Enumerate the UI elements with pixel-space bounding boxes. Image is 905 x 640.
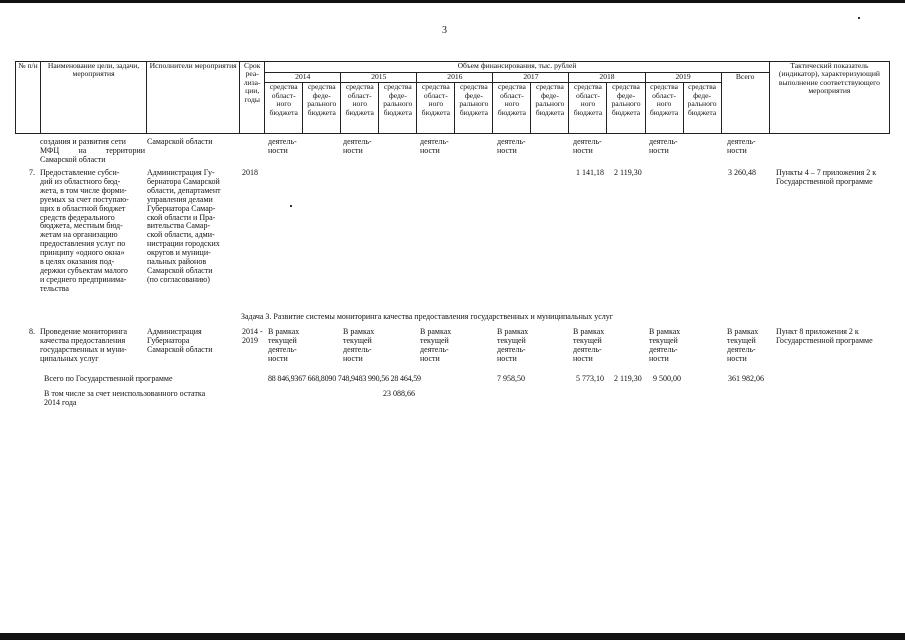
activity-note: деятель- ности: [573, 137, 602, 155]
year-header: 2015: [341, 73, 417, 83]
row7-name: Предоставление субси- дий из областного бюд- жета, в том числе форми- руемых за счет поступаю- щих в областной бюджет средств федерального бюджета, местным бюд- жетам на организацию предоставления услуг по принципу «одного окна» в целях оказания под- держки субъектам малого и среднего предпринима- тельства: [40, 168, 129, 293]
row7-regional-2018: 1 141,18: [576, 168, 604, 177]
row8-executors: Администрация Губернатора Самарской области: [147, 327, 213, 354]
row7-total: 3 260,48: [728, 168, 756, 177]
regional-budget-header: средства област- ного бюджета: [341, 83, 379, 134]
federal-budget-header: средства феде- рального бюджета: [379, 83, 417, 134]
continuation-executor: Самарской области: [147, 137, 213, 146]
activity-note: деятель- ности: [727, 137, 756, 155]
year-header: 2017: [493, 73, 569, 83]
activity-note: деятель- ности: [649, 137, 678, 155]
row8-activity-2014: В рамках текущей деятель- ности: [268, 327, 300, 363]
year-header: 2019: [645, 73, 721, 83]
task-3-heading: Задача 3. Развитие системы мониторинга качества предоставления государственных и муниципальных услуг: [241, 312, 614, 321]
activity-note: деятель- ности: [420, 137, 449, 155]
unused-balance-value: 23 088,66: [383, 389, 415, 398]
activity-note: деятель- ности: [268, 137, 297, 155]
grand-total: 361 982,06: [728, 374, 764, 383]
page-number: 3: [442, 25, 447, 36]
col-total: Всего: [721, 73, 769, 134]
row-number: 8.: [29, 327, 35, 336]
row7-executors: Администрация Гу- бернатора Самарской области, департамент управления делами Губернатора Самар- ской области и Пра- вительства Самар- ской области, адми- нистрации городских округов и муници- пальных районов Самарской области (по согласованию): [147, 168, 221, 284]
speck: [858, 17, 860, 19]
regional-budget-header: средства област- ного бюджета: [417, 83, 455, 134]
row8-activity-total: В рамках текущей деятель- ности: [727, 327, 759, 363]
top-border: [0, 0, 905, 3]
year-header: 2014: [265, 73, 341, 83]
financing-table-header: [15, 61, 890, 134]
unused-balance-label: В том числе за счет неиспользованного остатка 2014 года: [44, 389, 206, 407]
totals-label: Всего по Государственной программе: [44, 374, 173, 383]
activity-note: деятель- ности: [343, 137, 372, 155]
total-2018-federal: 2 119,30: [614, 374, 642, 383]
col-executors: Исполнители мероприятия: [147, 62, 240, 134]
regional-budget-header: средства област- ного бюджета: [265, 83, 303, 134]
row8-activity-2015: В рамках текущей деятель- ности: [343, 327, 375, 363]
financing-title: Объем финансирования, тыс. рублей: [265, 62, 770, 73]
federal-budget-header: средства феде- рального бюджета: [683, 83, 721, 134]
total-2018-regional: 5 773,10: [576, 374, 604, 383]
row8-activity-2017: В рамках текущей деятель- ности: [497, 327, 529, 363]
row8-term: 2014 - 2019: [242, 327, 263, 345]
regional-budget-header: средства област- ного бюджета: [645, 83, 683, 134]
total-2019-regional: 9 500,00: [653, 374, 681, 383]
federal-budget-header: средства феде- рального бюджета: [303, 83, 341, 134]
totals-values: 88 846,9367 668,8090 748,9483 990,56 28 464,59: [268, 374, 421, 383]
year-header: 2016: [417, 73, 493, 83]
row8-name: Проведение мониторинга качества предоставления государственных и муни- ципальных услуг: [40, 327, 128, 363]
total-2017: 7 958,50: [497, 374, 525, 383]
regional-budget-header: средства област- ного бюджета: [493, 83, 531, 134]
activity-note: деятель- ности: [497, 137, 526, 155]
federal-budget-header: средства феде- рального бюджета: [531, 83, 569, 134]
col-num: № п/н: [16, 62, 41, 134]
col-name: Наименование цели, задачи, мероприятия: [41, 62, 147, 134]
row8-indicator: Пункт 8 приложения 2 к Государственной программе: [776, 327, 873, 345]
row8-activity-2018: В рамках текущей деятель- ности: [573, 327, 605, 363]
row7-federal-2018: 2 119,30: [614, 168, 642, 177]
year-header: 2018: [569, 73, 645, 83]
federal-budget-header: средства феде- рального бюджета: [607, 83, 645, 134]
col-term: Срок реа- лиза- ции, годы: [240, 62, 265, 134]
row8-activity-2019: В рамках текущей деятель- ности: [649, 327, 681, 363]
federal-budget-header: средства феде- рального бюджета: [455, 83, 493, 134]
speck: [290, 205, 292, 207]
regional-budget-header: средства област- ного бюджета: [569, 83, 607, 134]
bottom-border: [0, 633, 905, 640]
continuation-name: создания и развития сети МФЦ на территории Самарской области: [40, 137, 145, 164]
row7-indicator: Пункты 4 – 7 приложения 2 к Государственной программе: [776, 168, 877, 186]
row-number: 7.: [29, 168, 35, 177]
row8-activity-2016: В рамках текущей деятель- ности: [420, 327, 452, 363]
row7-term: 2018: [242, 168, 258, 177]
col-indicator: Тактический показатель (индикатор), характеризующий выполнение соответствующего мероприятия: [769, 62, 889, 134]
